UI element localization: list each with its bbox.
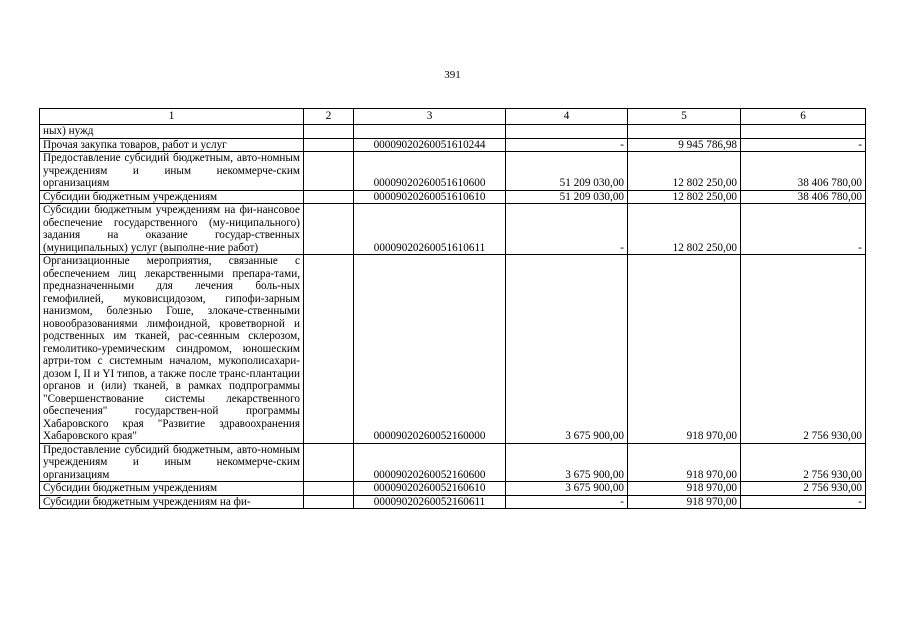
- row-description: Субсидии бюджетным учреждениям: [40, 482, 304, 496]
- row-description: Предоставление субсидий бюджетным, авто-номным учреждениям и иным некоммерче-ским организациям: [40, 443, 304, 482]
- table-row: [40, 255, 866, 444]
- row-amount-col4: 51 209 030,00: [506, 152, 628, 191]
- row-amount-col5: 12 802 250,00: [628, 204, 741, 255]
- row-amount-col5: 12 802 250,00: [628, 190, 741, 204]
- row-code: 00009020260051610610: [354, 190, 506, 204]
- row-description: Прочая закупка товаров, работ и услуг: [40, 138, 304, 152]
- table-row: [40, 190, 866, 204]
- row-col2: [304, 138, 354, 152]
- column-number-4: 4: [506, 109, 628, 125]
- column-number-6: 6: [741, 109, 866, 125]
- column-number-5: 5: [628, 109, 741, 125]
- row-code: 00009020260051610611: [354, 204, 506, 255]
- row-code: 00009020260051610244: [354, 138, 506, 152]
- row-amount-col4: 3 675 900,00: [506, 443, 628, 482]
- row-code: 00009020260051610600: [354, 152, 506, 191]
- column-number-1: 1: [40, 109, 304, 125]
- table-row: [40, 152, 866, 191]
- row-amount-col4: -: [506, 138, 628, 152]
- row-amount-col5: 918 970,00: [628, 443, 741, 482]
- row-amount-col4: -: [506, 495, 628, 509]
- row-amount-col6: 2 756 930,00: [741, 482, 866, 496]
- row-description: Предоставление субсидий бюджетным, авто-номным учреждениям и иным некоммерче-ским организациям: [40, 152, 304, 191]
- budget-table: [39, 108, 866, 509]
- row-description: Субсидии бюджетным учреждениям на фи-: [40, 495, 304, 509]
- table-row: [40, 443, 866, 482]
- row-amount-col4: -: [506, 204, 628, 255]
- row-amount-col6: -: [741, 204, 866, 255]
- column-number-3: 3: [354, 109, 506, 125]
- row-description: Субсидии бюджетным учреждениям на фи-нансовое обеспечение государственного (му-ниципального) задания на оказание государ-ственных (муниципальных) услуг (выполне-ние работ): [40, 204, 304, 255]
- row-col2: [304, 255, 354, 444]
- row-description: Организационные мероприятия, связанные с обеспечением лиц лекарственными препара-тами, предназначенными для лечения боль-ных гемофилией, муковисцидозом, гипофи-зарным нанизмом, болезнью Гоше, злокаче-ственными новообразованиями лимфоидной, кроветворной и родственных им тканей, рас-сеянным склерозом, гемолитико-уремическим синдромом, юношеским артри-том с системным началом, мукополисахари-дозом I, II и YI типов, а также после транс-плантации органов и (или) тканей, в рамках подпрограммы "Совершенствование системы лекарственного обеспечения" государствен-ной программы Хабаровского края "Развитие здравоохранения Хабаровского края": [40, 255, 304, 444]
- row-description: Субсидии бюджетным учреждениям: [40, 190, 304, 204]
- row-amount-col6: 38 406 780,00: [741, 190, 866, 204]
- row-col2: [304, 125, 354, 139]
- row-col2: [304, 152, 354, 191]
- row-code: 00009020260052160610: [354, 482, 506, 496]
- table-row: [40, 125, 866, 139]
- row-amount-col6: [741, 125, 866, 139]
- row-amount-col6: 38 406 780,00: [741, 152, 866, 191]
- row-amount-col5: 918 970,00: [628, 495, 741, 509]
- row-code: 00009020260052160611: [354, 495, 506, 509]
- page-number: 391: [444, 69, 461, 81]
- table-row: [40, 138, 866, 152]
- row-col2: [304, 443, 354, 482]
- row-col2: [304, 482, 354, 496]
- column-number-2: 2: [304, 109, 354, 125]
- row-amount-col4: 51 209 030,00: [506, 190, 628, 204]
- row-description: ных) нужд: [40, 125, 304, 139]
- row-amount-col5: 918 970,00: [628, 255, 741, 444]
- row-col2: [304, 204, 354, 255]
- row-amount-col6: 2 756 930,00: [741, 443, 866, 482]
- row-code: 00009020260052160000: [354, 255, 506, 444]
- table-row: [40, 482, 866, 496]
- row-code: [354, 125, 506, 139]
- row-col2: [304, 495, 354, 509]
- table-row: [40, 495, 866, 509]
- row-col2: [304, 190, 354, 204]
- row-amount-col5: 9 945 786,98: [628, 138, 741, 152]
- row-amount-col6: -: [741, 495, 866, 509]
- row-amount-col5: 918 970,00: [628, 482, 741, 496]
- row-amount-col5: [628, 125, 741, 139]
- row-amount-col4: 3 675 900,00: [506, 255, 628, 444]
- row-amount-col4: 3 675 900,00: [506, 482, 628, 496]
- row-amount-col4: [506, 125, 628, 139]
- row-amount-col5: 12 802 250,00: [628, 152, 741, 191]
- row-amount-col6: -: [741, 138, 866, 152]
- row-amount-col6: 2 756 930,00: [741, 255, 866, 444]
- table-header-row: [40, 109, 866, 125]
- row-code: 00009020260052160600: [354, 443, 506, 482]
- table-row: [40, 204, 866, 255]
